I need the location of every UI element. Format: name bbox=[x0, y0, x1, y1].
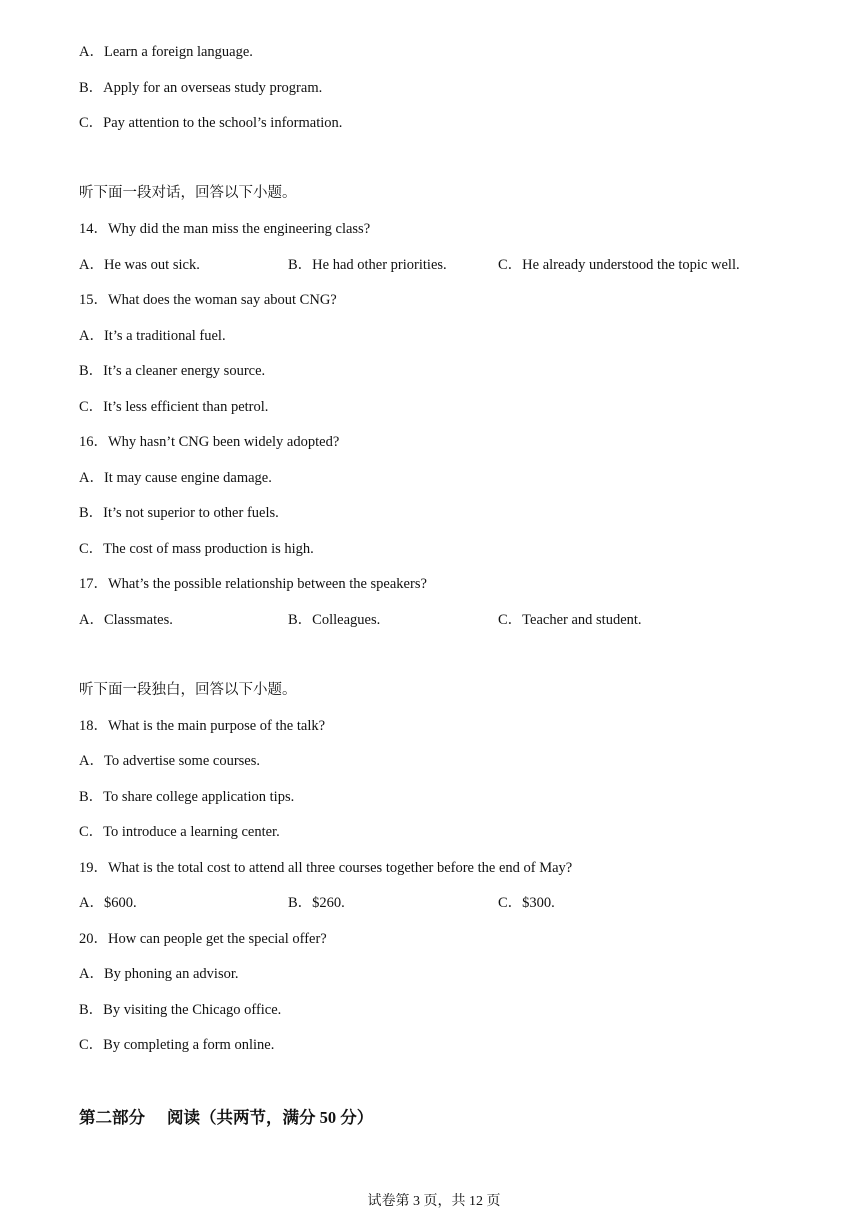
q18-option-c: C．To introduce a learning center. bbox=[79, 824, 280, 840]
page-footer: 试卷第 3 页，共 12 页 bbox=[367, 1194, 501, 1209]
q19-option-c: C．$300. bbox=[498, 895, 555, 911]
q14-options bbox=[79, 256, 839, 274]
q15-option-a: A．It’s a traditional fuel. bbox=[79, 328, 226, 344]
q20-question: 20．How can people get the special offer? bbox=[79, 931, 327, 947]
q16-question: 16．Why hasn’t CNG been widely adopted? bbox=[79, 434, 340, 450]
q15-option-c: C．It’s less efficient than petrol. bbox=[79, 399, 269, 415]
q20-option-b: B．By visiting the Chicago office. bbox=[79, 1002, 282, 1018]
q19-option-a: A．$600. bbox=[79, 895, 137, 911]
q17-option-b: B．Colleagues. bbox=[288, 612, 381, 628]
q14-question: 14．Why did the man miss the engineering class? bbox=[79, 221, 371, 237]
q16-option-b: B．It’s not superior to other fuels. bbox=[79, 505, 279, 521]
q20-option-c: C．By completing a form online. bbox=[79, 1037, 275, 1053]
section-heading bbox=[79, 1104, 373, 1128]
section-title: 阅读（共两节，满分 50 分） bbox=[167, 1108, 374, 1127]
q13-option-b: B．Apply for an overseas study program. bbox=[79, 80, 323, 96]
q17-option-a: A．Classmates. bbox=[79, 612, 173, 628]
q15-option-b: B．It’s a cleaner energy source. bbox=[79, 363, 266, 379]
q19-question: 19．What is the total cost to attend all three courses together before the end of May? bbox=[79, 860, 573, 876]
q17-question: 17．What’s the possible relationship between the speakers? bbox=[79, 576, 427, 592]
q14-option-b: B．He had other priorities. bbox=[288, 257, 447, 273]
q19-option-b: B．$260. bbox=[288, 895, 345, 911]
dialogue-instruction: 听下面一段对话，回答以下小题。 bbox=[79, 185, 297, 201]
q17-options bbox=[79, 611, 839, 629]
q16-option-c: C．The cost of mass production is high. bbox=[79, 541, 314, 557]
q14-option-a: A．He was out sick. bbox=[79, 257, 200, 273]
q18-question: 18．What is the main purpose of the talk? bbox=[79, 718, 326, 734]
monologue-instruction: 听下面一段独白，回答以下小题。 bbox=[79, 682, 297, 698]
q20-option-a: A．By phoning an advisor. bbox=[79, 966, 239, 982]
q16-option-a: A．It may cause engine damage. bbox=[79, 470, 272, 486]
q17-option-c: C．Teacher and student. bbox=[498, 612, 642, 628]
q18-option-b: B．To share college application tips. bbox=[79, 789, 295, 805]
q18-option-a: A．To advertise some courses. bbox=[79, 753, 260, 769]
q13-option-c: C．Pay attention to the school’s information. bbox=[79, 115, 343, 131]
section-part: 第二部分 bbox=[79, 1108, 145, 1127]
q19-options bbox=[79, 894, 839, 912]
q13-option-a: A．Learn a foreign language. bbox=[79, 44, 253, 60]
q15-question: 15．What does the woman say about CNG? bbox=[79, 292, 337, 308]
q14-option-c: C．He already understood the topic well. bbox=[498, 257, 740, 273]
